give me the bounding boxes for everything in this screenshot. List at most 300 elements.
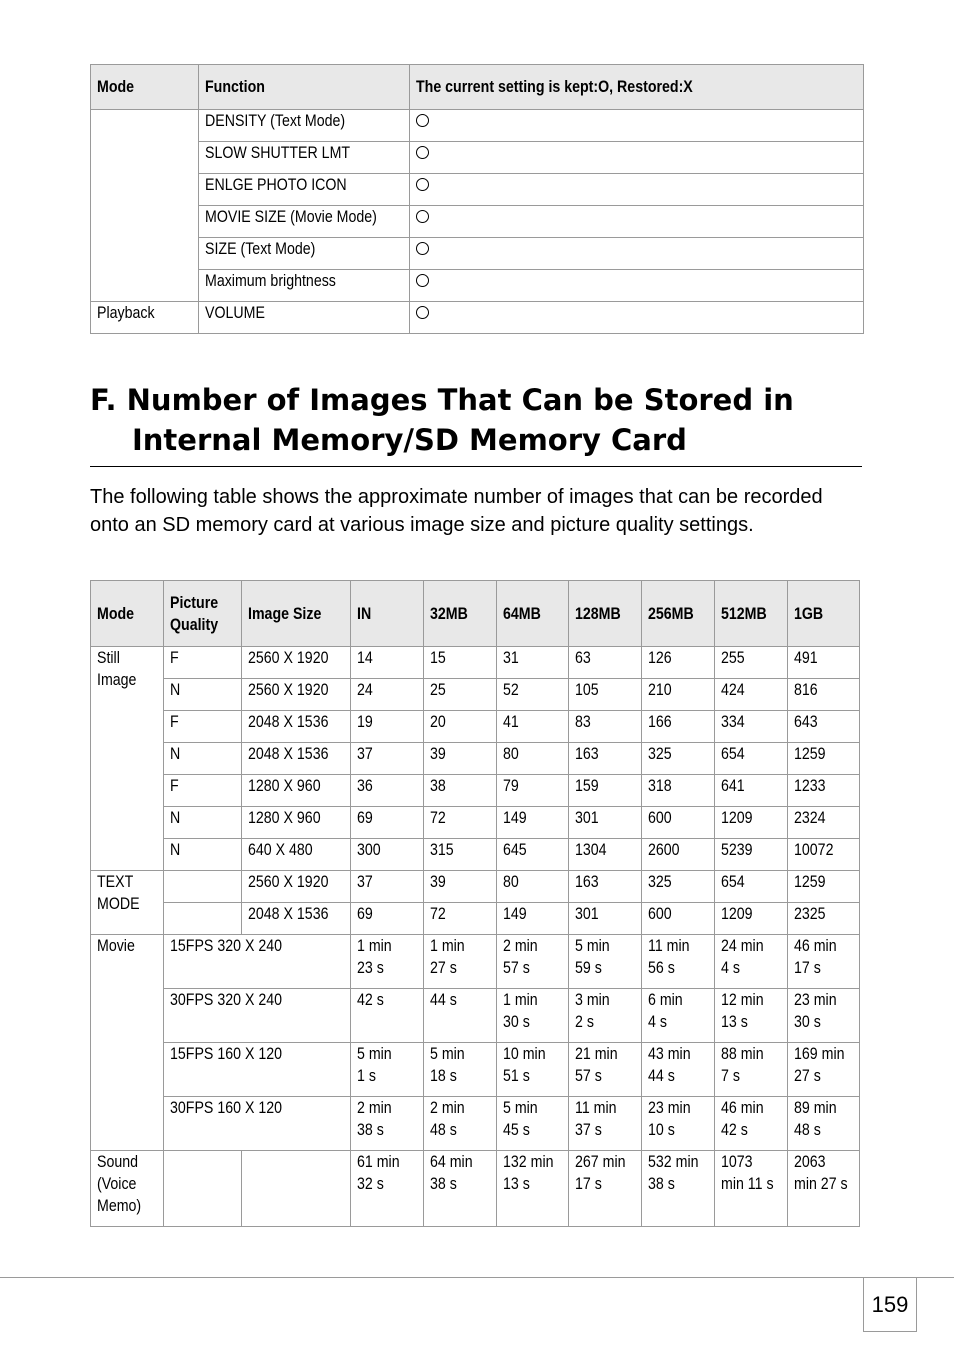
count-cell-text: 69 xyxy=(357,905,373,923)
count-cell xyxy=(351,807,424,839)
time-cell xyxy=(424,1043,497,1097)
mode-cell-text: Sound xyxy=(97,1153,139,1171)
time-cell-text: 44 s xyxy=(430,991,457,1009)
count-cell-text: 301 xyxy=(575,905,599,923)
count-cell xyxy=(788,871,860,903)
quality-cell-text: F xyxy=(170,649,179,667)
time-cell-text: 37 s xyxy=(575,1121,602,1139)
table-row xyxy=(91,775,860,807)
time-cell xyxy=(351,1097,424,1151)
time-cell xyxy=(642,989,715,1043)
count-cell-text: 41 xyxy=(503,713,519,731)
time-cell xyxy=(351,1043,424,1097)
count-cell-text: 1209 xyxy=(721,809,753,827)
kept-circle-icon xyxy=(416,178,429,191)
count-cell-text: 15 xyxy=(430,649,446,667)
time-cell-text: min 11 s xyxy=(721,1175,774,1193)
count-cell xyxy=(351,871,424,903)
count-cell-text: 1259 xyxy=(794,873,826,891)
table-row xyxy=(91,1043,860,1097)
count-cell-text: 325 xyxy=(648,873,672,891)
time-cell xyxy=(788,1151,860,1227)
size-cell-text: 2560 X 1920 xyxy=(248,649,329,667)
header-128mb: 128MB xyxy=(569,581,642,647)
count-cell xyxy=(351,711,424,743)
count-cell-text: 105 xyxy=(575,681,599,699)
time-cell-text: 27 s xyxy=(794,1067,821,1085)
time-cell-text: 132 min xyxy=(503,1153,554,1171)
table-row xyxy=(91,807,860,839)
time-cell-text: 10 min xyxy=(503,1045,546,1063)
time-cell-text: 23 min xyxy=(648,1099,691,1117)
count-cell-text: 641 xyxy=(721,777,745,795)
size-cell xyxy=(242,775,351,807)
count-cell-text: 163 xyxy=(575,745,599,763)
size-cell xyxy=(242,807,351,839)
time-cell xyxy=(569,1043,642,1097)
time-cell xyxy=(497,1151,569,1227)
settings-table xyxy=(90,64,864,334)
count-cell xyxy=(788,839,860,871)
table-row xyxy=(91,871,860,903)
mode-cell xyxy=(91,647,164,871)
count-cell xyxy=(788,903,860,935)
time-cell-text: 46 min xyxy=(794,937,837,955)
size-cell xyxy=(242,743,351,775)
count-cell-text: 149 xyxy=(503,809,527,827)
quality-cell-text: F xyxy=(170,713,179,731)
heading-line-2: Internal Memory/SD Memory Card xyxy=(132,423,687,457)
time-cell xyxy=(642,1043,715,1097)
function-cell: SIZE (Text Mode) xyxy=(199,238,410,270)
size-cell-text: 2048 X 1536 xyxy=(248,745,329,763)
count-cell-text: 25 xyxy=(430,681,446,699)
time-cell-text: 169 min xyxy=(794,1045,845,1063)
time-cell xyxy=(788,989,860,1043)
mode-cell-text: TEXT xyxy=(97,873,134,891)
count-cell xyxy=(424,743,497,775)
time-cell-text: 2 min xyxy=(430,1099,465,1117)
size-cell xyxy=(242,679,351,711)
size-cell xyxy=(242,647,351,679)
count-cell xyxy=(497,775,569,807)
time-cell-text: 6 min xyxy=(648,991,683,1009)
quality-cell xyxy=(164,871,242,903)
count-cell xyxy=(715,775,788,807)
time-cell xyxy=(715,1151,788,1227)
time-cell xyxy=(351,935,424,989)
time-cell xyxy=(569,935,642,989)
table-row xyxy=(91,903,860,935)
time-cell-text: 30 s xyxy=(503,1013,530,1031)
count-cell xyxy=(642,807,715,839)
size-cell xyxy=(242,871,351,903)
count-cell xyxy=(569,839,642,871)
time-cell xyxy=(497,935,569,989)
time-cell-text: 59 s xyxy=(575,959,602,977)
time-cell-text: 2063 xyxy=(794,1153,826,1171)
count-cell xyxy=(715,903,788,935)
time-cell-text: 13 s xyxy=(721,1013,748,1031)
still-image-rows xyxy=(91,647,860,871)
mode-cell xyxy=(91,871,164,935)
count-cell-text: 72 xyxy=(430,809,446,827)
movie-size-cell xyxy=(164,989,351,1043)
header-in: IN xyxy=(351,581,424,647)
time-cell xyxy=(642,1097,715,1151)
count-cell xyxy=(642,775,715,807)
kept-cell xyxy=(410,302,864,334)
time-cell-text: 57 s xyxy=(503,959,530,977)
time-cell-text: 1073 xyxy=(721,1153,753,1171)
movie-size-cell-text: 15FPS 160 X 120 xyxy=(170,1045,283,1063)
quality-cell xyxy=(164,903,242,935)
size-cell-text: 1280 X 960 xyxy=(248,809,321,827)
size-cell-text: 2048 X 1536 xyxy=(248,905,329,923)
count-cell-text: 63 xyxy=(575,649,591,667)
table-row xyxy=(91,302,864,334)
time-cell-text: 44 s xyxy=(648,1067,675,1085)
time-cell-text: 51 s xyxy=(503,1067,530,1085)
header-mode: Mode xyxy=(91,65,199,110)
count-cell-text: 126 xyxy=(648,649,672,667)
count-cell-text: 159 xyxy=(575,777,599,795)
time-cell-text: 23 min xyxy=(794,991,837,1009)
count-cell xyxy=(788,743,860,775)
count-cell xyxy=(715,711,788,743)
time-cell-text: 38 s xyxy=(648,1175,675,1193)
time-cell xyxy=(642,1151,715,1227)
kept-cell xyxy=(410,206,864,238)
count-cell xyxy=(715,871,788,903)
header-image-size: Image Size xyxy=(242,581,351,647)
count-cell xyxy=(642,743,715,775)
time-cell-text: 532 min xyxy=(648,1153,699,1171)
count-cell-text: 1259 xyxy=(794,745,826,763)
movie-size-cell xyxy=(164,1043,351,1097)
quality-cell-text: N xyxy=(170,841,181,859)
count-cell xyxy=(424,679,497,711)
count-cell-text: 315 xyxy=(430,841,454,859)
mode-cell-text: MODE xyxy=(97,895,140,913)
size-cell xyxy=(242,1151,351,1227)
table-row xyxy=(91,839,860,871)
header-64mb: 64MB xyxy=(497,581,569,647)
header-32mb: 32MB xyxy=(424,581,497,647)
time-cell-text: 10 s xyxy=(648,1121,675,1139)
count-cell-text: 2324 xyxy=(794,809,826,827)
table-row xyxy=(91,174,864,206)
kept-circle-icon xyxy=(416,306,429,319)
table-row xyxy=(91,711,860,743)
count-cell xyxy=(351,743,424,775)
table-row xyxy=(91,142,864,174)
time-cell xyxy=(788,1043,860,1097)
mode-cell xyxy=(91,1151,164,1227)
time-cell xyxy=(424,935,497,989)
count-cell-text: 80 xyxy=(503,745,519,763)
time-cell-text: 4 s xyxy=(648,1013,667,1031)
count-cell-text: 36 xyxy=(357,777,373,795)
quality-cell xyxy=(164,679,242,711)
size-cell-text: 2560 X 1920 xyxy=(248,873,329,891)
time-cell xyxy=(569,1097,642,1151)
movie-size-cell-text: 15FPS 320 X 240 xyxy=(170,937,283,955)
count-cell-text: 24 xyxy=(357,681,373,699)
count-cell-text: 325 xyxy=(648,745,672,763)
heading-line-1: F. Number of Images That Can be Stored in xyxy=(90,383,794,417)
mode-cell: Playback xyxy=(91,302,199,334)
count-cell-text: 1209 xyxy=(721,905,753,923)
time-cell xyxy=(715,935,788,989)
intro-paragraph: The following table shows the approximate number of images that can be recorded onto an SD memory card at various image size and picture quality settings. xyxy=(90,486,823,536)
time-cell xyxy=(351,989,424,1043)
count-cell-text: 1304 xyxy=(575,841,607,859)
count-cell xyxy=(424,711,497,743)
count-cell-text: 2600 xyxy=(648,841,680,859)
count-cell xyxy=(642,679,715,711)
table-row xyxy=(91,647,860,679)
movie-size-cell xyxy=(164,935,351,989)
header-1gb: 1GB xyxy=(788,581,860,647)
count-cell xyxy=(424,839,497,871)
size-cell-text: 640 X 480 xyxy=(248,841,313,859)
mode-cell-text: Image xyxy=(97,671,137,689)
kept-circle-icon xyxy=(416,274,429,287)
count-cell-text: 424 xyxy=(721,681,745,699)
function-cell: ENLGE PHOTO ICON xyxy=(199,174,410,206)
time-cell-text: 61 min xyxy=(357,1153,400,1171)
movie-rows xyxy=(91,935,860,1151)
count-cell-text: 80 xyxy=(503,873,519,891)
time-cell-text: 5 min xyxy=(430,1045,465,1063)
count-cell xyxy=(424,775,497,807)
count-cell-text: 37 xyxy=(357,873,373,891)
count-cell xyxy=(715,807,788,839)
count-cell xyxy=(788,679,860,711)
kept-circle-icon xyxy=(416,146,429,159)
count-cell-text: 5239 xyxy=(721,841,753,859)
count-cell xyxy=(788,647,860,679)
text-mode-rows xyxy=(91,871,860,935)
header-picture-quality: Picture Quality xyxy=(164,581,242,647)
time-cell-text: 17 s xyxy=(794,959,821,977)
count-cell-text: 255 xyxy=(721,649,745,667)
time-cell xyxy=(497,989,569,1043)
sound-rows xyxy=(91,1151,860,1227)
count-cell xyxy=(497,743,569,775)
time-cell xyxy=(715,1043,788,1097)
time-cell-text: 56 s xyxy=(648,959,675,977)
count-cell-text: 318 xyxy=(648,777,672,795)
time-cell-text: 5 min xyxy=(575,937,610,955)
count-cell-text: 52 xyxy=(503,681,519,699)
quality-cell xyxy=(164,1151,242,1227)
table-row xyxy=(91,679,860,711)
table-row xyxy=(91,1151,860,1227)
mode-cell-text: Movie xyxy=(97,937,135,955)
function-cell: DENSITY (Text Mode) xyxy=(199,110,410,142)
count-cell xyxy=(569,871,642,903)
time-cell-text: 7 s xyxy=(721,1067,740,1085)
count-cell-text: 149 xyxy=(503,905,527,923)
count-cell xyxy=(351,839,424,871)
count-cell-text: 643 xyxy=(794,713,818,731)
kept-circle-icon xyxy=(416,210,429,223)
kept-cell xyxy=(410,238,864,270)
time-cell-text: 48 s xyxy=(430,1121,457,1139)
header-function: Function xyxy=(199,65,410,110)
size-cell xyxy=(242,903,351,935)
header-512mb: 512MB xyxy=(715,581,788,647)
mode-cell-text: Memo) xyxy=(97,1197,142,1215)
count-cell xyxy=(715,743,788,775)
time-cell xyxy=(497,1097,569,1151)
count-cell xyxy=(497,647,569,679)
count-cell-text: 79 xyxy=(503,777,519,795)
function-cell: VOLUME xyxy=(199,302,410,334)
time-cell-text: 42 s xyxy=(721,1121,748,1139)
kept-cell xyxy=(410,142,864,174)
count-cell-text: 72 xyxy=(430,905,446,923)
time-cell-text: 43 min xyxy=(648,1045,691,1063)
count-cell-text: 69 xyxy=(357,809,373,827)
table-row xyxy=(91,110,864,142)
count-cell xyxy=(642,647,715,679)
quality-cell xyxy=(164,839,242,871)
count-cell-text: 300 xyxy=(357,841,381,859)
count-cell-text: 334 xyxy=(721,713,745,731)
quality-cell-text: F xyxy=(170,777,179,795)
time-cell-text: 23 s xyxy=(357,959,384,977)
count-cell-text: 645 xyxy=(503,841,527,859)
mode-cell-text: (Voice xyxy=(97,1175,137,1193)
time-cell xyxy=(497,1043,569,1097)
time-cell xyxy=(424,1151,497,1227)
table-row xyxy=(91,1097,860,1151)
time-cell-text: 3 min xyxy=(575,991,610,1009)
time-cell-text: 21 min xyxy=(575,1045,618,1063)
function-cell: Maximum brightness xyxy=(199,270,410,302)
size-cell xyxy=(242,711,351,743)
page-number: 159 xyxy=(863,1278,917,1332)
count-cell xyxy=(569,679,642,711)
time-cell-text: min 27 s xyxy=(794,1175,848,1193)
function-cell: SLOW SHUTTER LMT xyxy=(199,142,410,174)
time-cell-text: 1 s xyxy=(357,1067,376,1085)
count-cell-text: 166 xyxy=(648,713,672,731)
time-cell-text: 11 min xyxy=(648,937,690,955)
settings-header-row xyxy=(91,65,864,110)
time-cell-text: 12 min xyxy=(721,991,764,1009)
count-cell xyxy=(497,903,569,935)
count-cell-text: 654 xyxy=(721,745,745,763)
time-cell-text: 17 s xyxy=(575,1175,602,1193)
count-cell-text: 20 xyxy=(430,713,446,731)
count-cell-text: 210 xyxy=(648,681,672,699)
time-cell-text: 2 min xyxy=(357,1099,392,1117)
time-cell-text: 32 s xyxy=(357,1175,384,1193)
time-cell-text: 27 s xyxy=(430,959,457,977)
count-cell xyxy=(569,647,642,679)
count-cell-text: 2325 xyxy=(794,905,826,923)
time-cell-text: 48 s xyxy=(794,1121,821,1139)
time-cell xyxy=(424,1097,497,1151)
table-row xyxy=(91,206,864,238)
count-cell xyxy=(424,807,497,839)
count-cell xyxy=(715,839,788,871)
section-heading xyxy=(90,380,862,467)
kept-cell xyxy=(410,110,864,142)
time-cell-text: 24 min xyxy=(721,937,764,955)
count-cell-text: 14 xyxy=(357,649,373,667)
count-cell-text: 654 xyxy=(721,873,745,891)
count-cell-text: 10072 xyxy=(794,841,834,859)
header-mode: Mode xyxy=(91,581,164,647)
count-cell xyxy=(788,711,860,743)
time-cell-text: 5 min xyxy=(357,1045,392,1063)
count-cell-text: 600 xyxy=(648,905,672,923)
time-cell xyxy=(715,1097,788,1151)
movie-size-cell-text: 30FPS 320 X 240 xyxy=(170,991,283,1009)
count-cell xyxy=(497,711,569,743)
count-cell xyxy=(424,647,497,679)
count-cell xyxy=(351,647,424,679)
count-cell-text: 31 xyxy=(503,649,519,667)
count-cell xyxy=(569,903,642,935)
count-cell-text: 1233 xyxy=(794,777,826,795)
time-cell-text: 1 min xyxy=(430,937,465,955)
kept-circle-icon xyxy=(416,114,429,127)
count-cell-text: 301 xyxy=(575,809,599,827)
time-cell xyxy=(788,935,860,989)
count-cell-text: 163 xyxy=(575,873,599,891)
time-cell-text: 38 s xyxy=(357,1121,384,1139)
table-row xyxy=(91,270,864,302)
quality-cell xyxy=(164,743,242,775)
time-cell-text: 4 s xyxy=(721,959,740,977)
size-cell-text: 2048 X 1536 xyxy=(248,713,329,731)
quality-cell xyxy=(164,711,242,743)
count-cell xyxy=(788,807,860,839)
function-cell: MOVIE SIZE (Movie Mode) xyxy=(199,206,410,238)
time-cell-text: 1 min xyxy=(357,937,392,955)
count-cell xyxy=(715,647,788,679)
time-cell xyxy=(424,989,497,1043)
size-cell xyxy=(242,839,351,871)
count-cell-text: 83 xyxy=(575,713,591,731)
time-cell xyxy=(788,1097,860,1151)
count-cell xyxy=(642,871,715,903)
time-cell-text: 267 min xyxy=(575,1153,626,1171)
count-cell-text: 39 xyxy=(430,873,446,891)
time-cell-text: 1 min xyxy=(503,991,538,1009)
time-cell-text: 18 s xyxy=(430,1067,457,1085)
count-cell-text: 39 xyxy=(430,745,446,763)
time-cell-text: 2 min xyxy=(503,937,538,955)
movie-size-cell xyxy=(164,1097,351,1151)
quality-cell-text: N xyxy=(170,809,181,827)
time-cell-text: 38 s xyxy=(430,1175,457,1193)
footer-rule xyxy=(0,1277,954,1278)
size-cell-text: 2560 X 1920 xyxy=(248,681,329,699)
header-256mb: 256MB xyxy=(642,581,715,647)
count-cell xyxy=(497,871,569,903)
count-cell-text: 38 xyxy=(430,777,446,795)
time-cell-text: 64 min xyxy=(430,1153,473,1171)
time-cell xyxy=(569,989,642,1043)
capacity-table xyxy=(90,580,860,1227)
